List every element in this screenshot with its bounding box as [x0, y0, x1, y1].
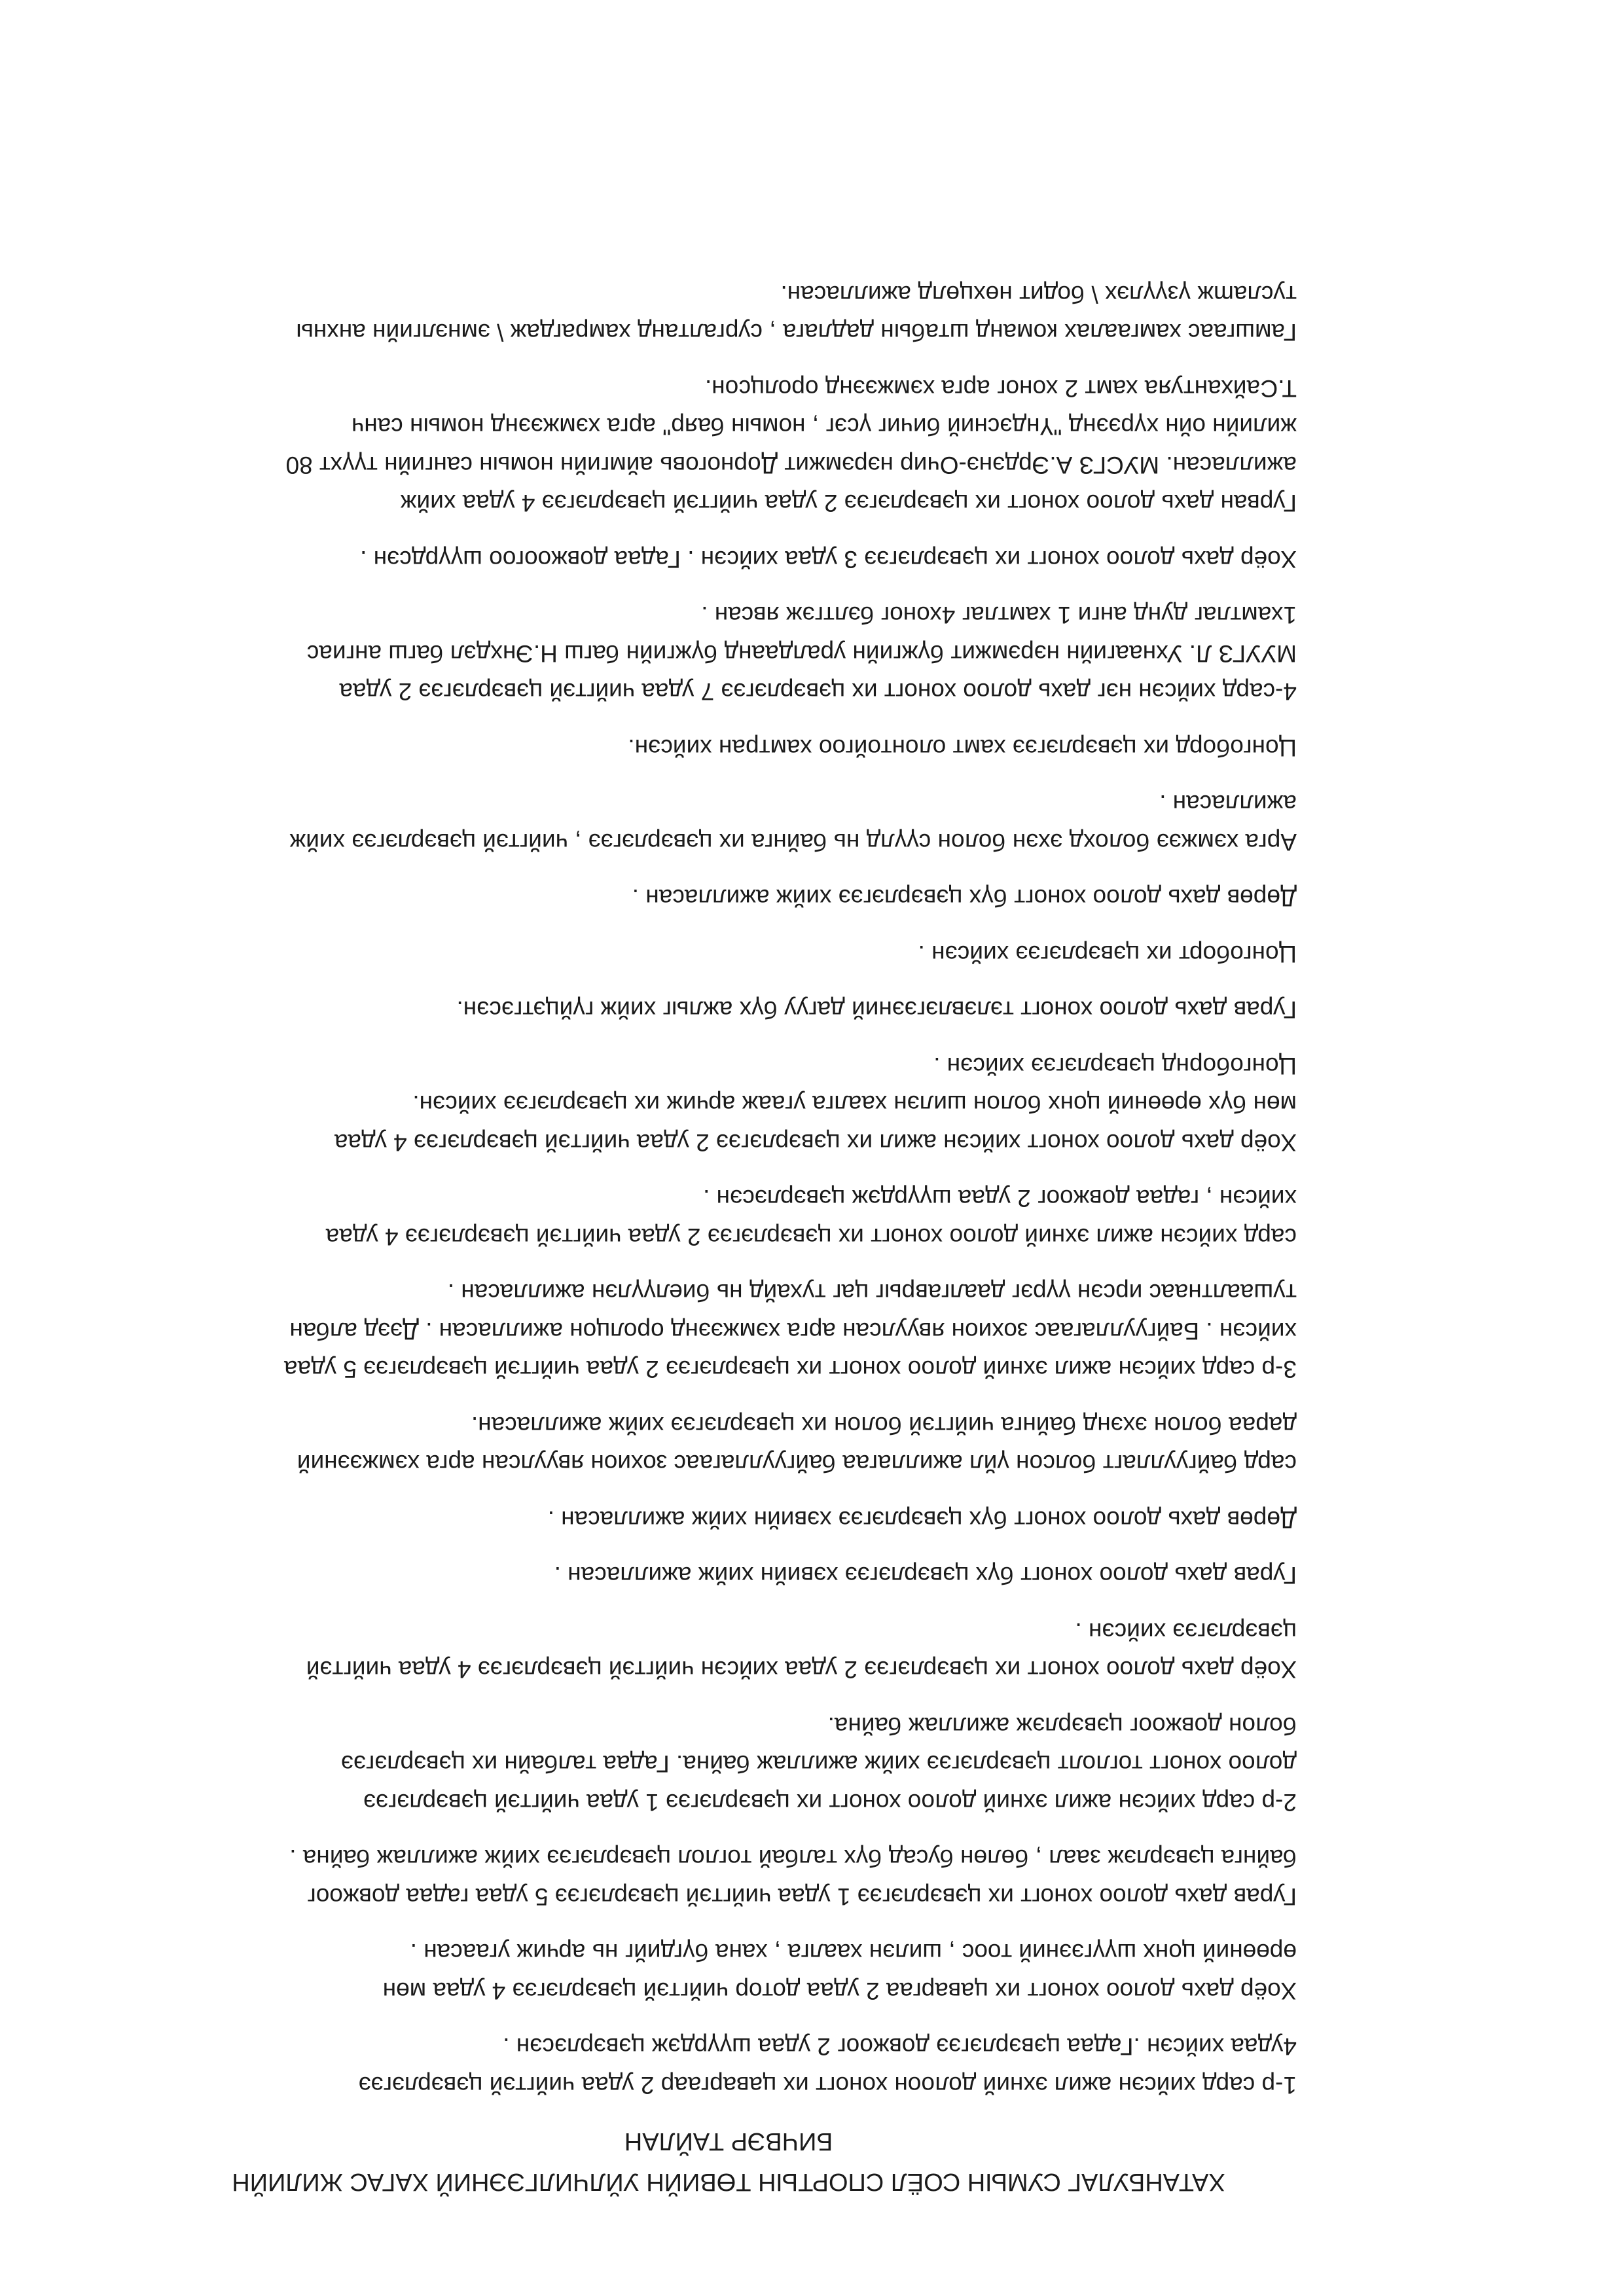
document-subtitle: БИЧВЭР ТАЙЛАН	[624, 2127, 833, 2155]
report-paragraph: Хоёр дахь долоо хоногт хийсэн ажил их цэвэрлэгээ 2 удаа чийгтэй цэвэрлэгээ 4 удаа мөн бүх өрөөний цонх болон шилэн хаалга угааж арчиж их цэвэрлэгээ хийсэн. Цонгоборнд цэвэрлэгээ хийсэн .	[334, 1053, 1297, 1156]
report-paragraph: Цонгоборт их цэвэрлэгээ хийсэн .	[918, 941, 1297, 967]
report-paragraph: Гурав дахь долоо хоногт тэлэвлэгээний дагуу бүх ажлыг хийж гүйцэтгэсэн.	[456, 996, 1297, 1024]
report-body	[160, 275, 1297, 2105]
report-paragraph: Гамшгаас хамгаалах команд штабын дадлага , сургалтанд хамрагдаж \ эмнэлгийн анхны туслamж үзүүлэх \ бодит нөхцөлд ажилласан.	[296, 281, 1297, 346]
report-paragraph: Хоёр дахь долоо хоногт их цаваргаа 2 удаа дотор чийгтэй цэвэрлэгээ 4 удаа мөн өрөөний цонх шүүгээний тоос , шилэн хаалга , хана бүгдийг нь арчиж угаасан .	[382, 1939, 1297, 2004]
report-paragraph: Арга хэмжээ болохд эхэн болон сүүлд нь байнга их цэвэрлэгээ , чийгтэй цэвэрлэгээ хийж ажилласан .	[289, 790, 1297, 856]
document-title: ХАТАНБУЛАГ СУМЫН СОЁЛ СПОРТЫН ТӨВИЙН УЙЛЧИЛГЭЭНИЙ ХАГАС ЖИЛИЙН	[232, 2168, 1225, 2196]
report-paragraph: Дөрөв дахь долоо хоногт бүх цэвэрлэгээ хийж ажилласан .	[632, 884, 1297, 912]
report-paragraph: Дөрөв дахь долоо хоногт бүх цэвэрлэгээ хэвийн хийж ажилласан .	[547, 1506, 1297, 1533]
report-paragraph: сард байгууллагт болсон үйл ажиллагаа байгууллагаас зохион явуулсан арга хэмжээний дараа болон эхэнд байнга чийгтэй болон их цэвэрлэгээ хийж ажилласан.	[297, 1412, 1297, 1477]
report-paragraph: Цонгоборд их цэвэрлэгээ хамт олонтойгоо хамтран хийсэн.	[628, 734, 1297, 761]
report-paragraph: сард хийсэн ажил эхний долоо хоногт их цэвэрлэгээ 2 удаа чийгтэй цэвэрлэгээ 4 удаа хийсэн , гадаа довжоог 2 удаа шүүрдэж цэвэрлэсэн .	[325, 1185, 1297, 1250]
report-paragraph: Гурван дахь долоо хоногт их цэвэрлэгээ 2 удаа чийгтэй цэвэрлэгээ 4 удаа хийж ажилласан. МУСГЗ А.Эрдэнэ-Очир нэрэмжит Дорноговь аймгийн номын сангийн түүхт 80 жилийн ойн хүрээнд "Үндэсний бичиг үсэг , номын баяр" арга хэмжээнд номын санч Т.Сайхантуяа хамт 2 хоног арга хэмжээнд оролцсон.	[285, 375, 1297, 517]
report-paragraph: Хоёр дахь долоо хоногт их цэвэрлэгээ 3 удаа хийсэн . Гадаа довжоогоо шүүрдсэн .	[360, 546, 1297, 573]
report-paragraph: 2-р сард хийсэн ажил эхний долоо хоногт их цэвэрлэгээ 1 удаа чийгтэй цэвэрлэгээ долоо хоногт тоглолт цэвэрлэгээ хийж ажиллаж байна. Гадаа талбайн их цэвэрлэгээ болон довжоог цэвэрлэж ажиллаж байна.	[341, 1712, 1297, 1816]
report-paragraph: Гурав дахь долоо хоногт бүх цэвэрлэгээ хэвийн хийж ажилласан .	[554, 1562, 1297, 1589]
document-content	[160, 257, 1297, 2203]
document-heading	[160, 2121, 1297, 2202]
report-paragraph: Гурав дахь долоо хоногт их цэвэрлэгээ 1 удаа чийгтэй цэвэрлэгээ 5 удаа гадаа довжоог байнга цэвэрлэж заал , бөлөн бусад бүх талбай тоглол цэвэрлэгээ хийж ажиллаж байна .	[289, 1845, 1297, 1910]
report-paragraph: 3-р сард хийсэн ажил эхний долоо хоногт их цэвэрлэгээ 2 удаа чийгтэй цэвэрлэгээ 5 удаа хийсэн . Байгууллагаас зохион явуулсан арга хэмжээнд оролцон ажилласан . Дээд албан тушаалтнаас ирсэн үүрэг даалгаврыг цаг тухайд нь биелүүлэн ажилласан .	[283, 1279, 1297, 1383]
report-paragraph: Хоёр дахь долоо хоногт их цэвэрлэгээ 2 удаа хийсэн чийгтэй цэвэрлэгээ 4 удаа чийгтэй цэвэрлэгээ хийсэн .	[306, 1618, 1297, 1684]
report-paragraph: 1-р сард хийсэн ажил эхний долоон хоногт их цаваргаар 2 удаа чийгтэй цэвэрлэгээ 4удаа хийсэн .Гадаа цэвэрлэгээ довжоог 2 удаа шүүрдэж цэвэрлэсэн .	[358, 2033, 1297, 2099]
report-paragraph: 4-сард хийсэн нэг дахь долоо хоногт их цэвэрлэгээ 7 удаа чийгтэй цэвэрлэгээ 2 удаа МУУГЗ Л. Ухнаагийн нэрэмжит бүжгийн уралдаанд бүжгийн багш Н.Энхдэл багш ангиас 1хамтлаг дунд анги 1 хамтлаг 4хоног бэлтгэж явсан .	[306, 602, 1297, 706]
